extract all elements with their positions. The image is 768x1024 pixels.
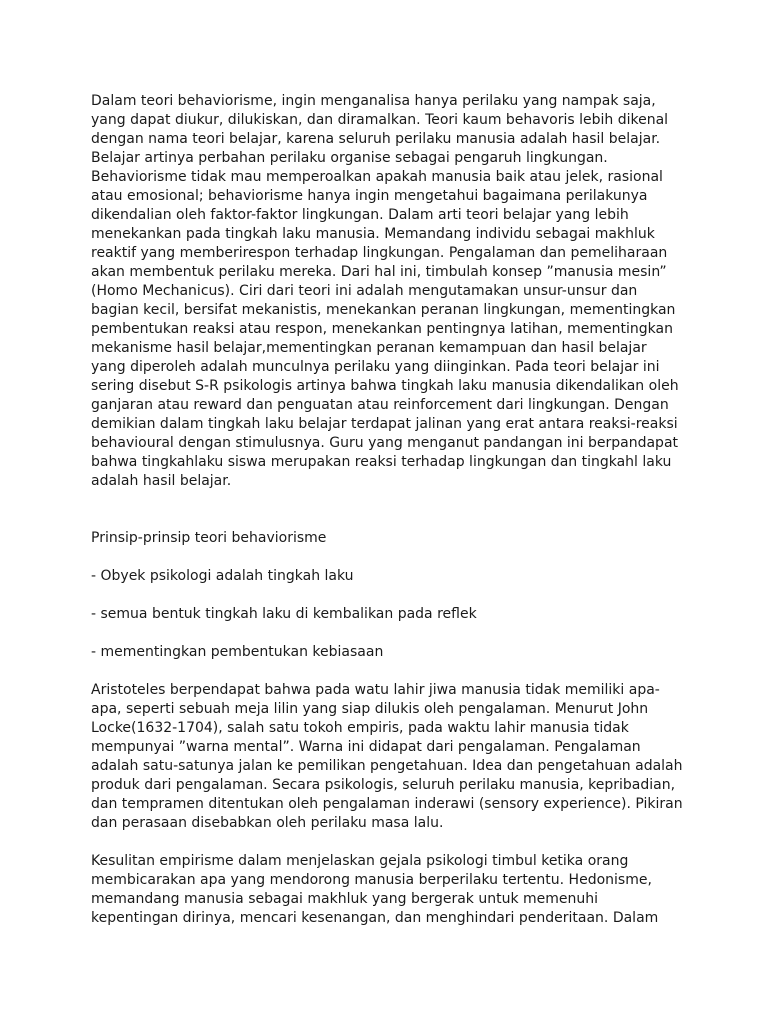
text-line: sering disebut S-R psikologis artinya bahwa tingkah laku manusia dikendalikan oleh bbox=[91, 378, 679, 394]
document-page bbox=[91, 92, 681, 928]
section-heading: Prinsip-prinsip teori behaviorisme bbox=[91, 530, 327, 546]
text-line: dikendalian oleh faktor-faktor lingkungan. Dalam arti teori belajar yang lebih bbox=[91, 207, 629, 223]
text-line: akan membentuk perilaku mereka. Dari hal ini, timbulah konsep ”manusia mesin” bbox=[91, 264, 667, 280]
text-line: mekanisme hasil belajar,mementingkan peranan kemampuan dan hasil belajar bbox=[91, 340, 647, 356]
bullet-item: - mementingkan pembentukan kebiasaan bbox=[91, 644, 384, 660]
spacer bbox=[91, 662, 681, 681]
text-line: produk dari pengalaman. Secara psikologis, seluruh perilaku manusia, kepribadian, bbox=[91, 777, 676, 793]
spacer bbox=[91, 548, 681, 567]
text-line: membicarakan apa yang mendorong manusia berperilaku tertentu. Hedonisme, bbox=[91, 872, 652, 888]
spacer bbox=[91, 491, 681, 529]
text-line: demikian dalam tingkah laku belajar terdapat jalinan yang erat antara reaksi-reaksi bbox=[91, 416, 678, 432]
text-line: yang diperoleh adalah munculnya perilaku yang diinginkan. Pada teori belajar ini bbox=[91, 359, 660, 375]
text-line: kepentingan dirinya, mencari kesenangan, dan menghindari penderitaan. Dalam bbox=[91, 910, 659, 926]
spacer bbox=[91, 586, 681, 605]
text-line: (Homo Mechanicus). Ciri dari teori ini adalah mengutamakan unsur-unsur dan bbox=[91, 283, 638, 299]
text-line: mempunyai ”warna mental”. Warna ini didapat dari pengalaman. Pengalaman bbox=[91, 739, 641, 755]
text-line: dan perasaan disebabkan oleh perilaku masa lalu. bbox=[91, 815, 444, 831]
text-line: pembentukan reaksi atau respon, menekankan pentingnya latihan, mementingkan bbox=[91, 321, 673, 337]
text-line: yang dapat diukur, dilukiskan, dan diramalkan. Teori kaum behavoris lebih dikenal bbox=[91, 112, 669, 128]
text-line: adalah satu-satunya jalan ke pemilikan pengetahuan. Idea dan pengetahuan adalah bbox=[91, 758, 683, 774]
text-line: bagian kecil, bersifat mekanistis, menekankan peranan lingkungan, mementingkan bbox=[91, 302, 676, 318]
text-line: bahwa tingkahlaku siswa merupakan reaksi terhadap lingkungan dan tingkahl laku bbox=[91, 454, 672, 470]
bullet-item: - Obyek psikologi adalah tingkah laku bbox=[91, 568, 354, 584]
spacer bbox=[91, 833, 681, 852]
text-line: apa, seperti sebuah meja lilin yang siap dilukis oleh pengalaman. Menurut John bbox=[91, 701, 649, 717]
text-line: reaktif yang memberirespon terhadap lingkungan. Pengalaman dan pemeliharaan bbox=[91, 245, 668, 261]
text-line: Kesulitan empirisme dalam menjelaskan gejala psikologi timbul ketika orang bbox=[91, 853, 629, 869]
text-line: memandang manusia sebagai makhluk yang bergerak untuk memenuhi bbox=[91, 891, 599, 907]
text-line: atau emosional; behaviorisme hanya ingin mengetahui bagaimana perilakunya bbox=[91, 188, 648, 204]
text-line: Belajar artinya perbahan perilaku organise sebagai pengaruh lingkungan. bbox=[91, 150, 608, 166]
text-line: ganjaran atau reward dan penguatan atau reinforcement dari lingkungan. Dengan bbox=[91, 397, 669, 413]
text-line: Locke(1632-1704), salah satu tokoh empiris, pada waktu lahir manusia tidak bbox=[91, 720, 629, 736]
text-line: behavioural dengan stimulusnya. Guru yang menganut pandangan ini berpandapat bbox=[91, 435, 679, 451]
text-line: dan tempramen ditentukan oleh pengalaman inderawi (sensory experience). Pikiran bbox=[91, 796, 683, 812]
text-line: adalah hasil belajar. bbox=[91, 473, 232, 489]
text-line: Dalam teori behaviorisme, ingin menganalisa hanya perilaku yang nampak saja, bbox=[91, 93, 656, 109]
text-line: Behaviorisme tidak mau memperoalkan apakah manusia baik atau jelek, rasional bbox=[91, 169, 663, 185]
paragraph-kesulitan bbox=[91, 852, 681, 928]
bullet-item: - semua bentuk tingkah laku di kembalikan pada reflek bbox=[91, 606, 477, 622]
text-line: menekankan pada tingkah laku manusia. Memandang individu sebagai makhluk bbox=[91, 226, 655, 242]
paragraph-empirisme bbox=[91, 681, 681, 833]
spacer bbox=[91, 624, 681, 643]
paragraph-behaviorisme bbox=[91, 92, 681, 491]
text-line: dengan nama teori belajar, karena seluruh perilaku manusia adalah hasil belajar. bbox=[91, 131, 661, 147]
text-line: Aristoteles berpendapat bahwa pada watu lahir jiwa manusia tidak memiliki apa- bbox=[91, 682, 660, 698]
